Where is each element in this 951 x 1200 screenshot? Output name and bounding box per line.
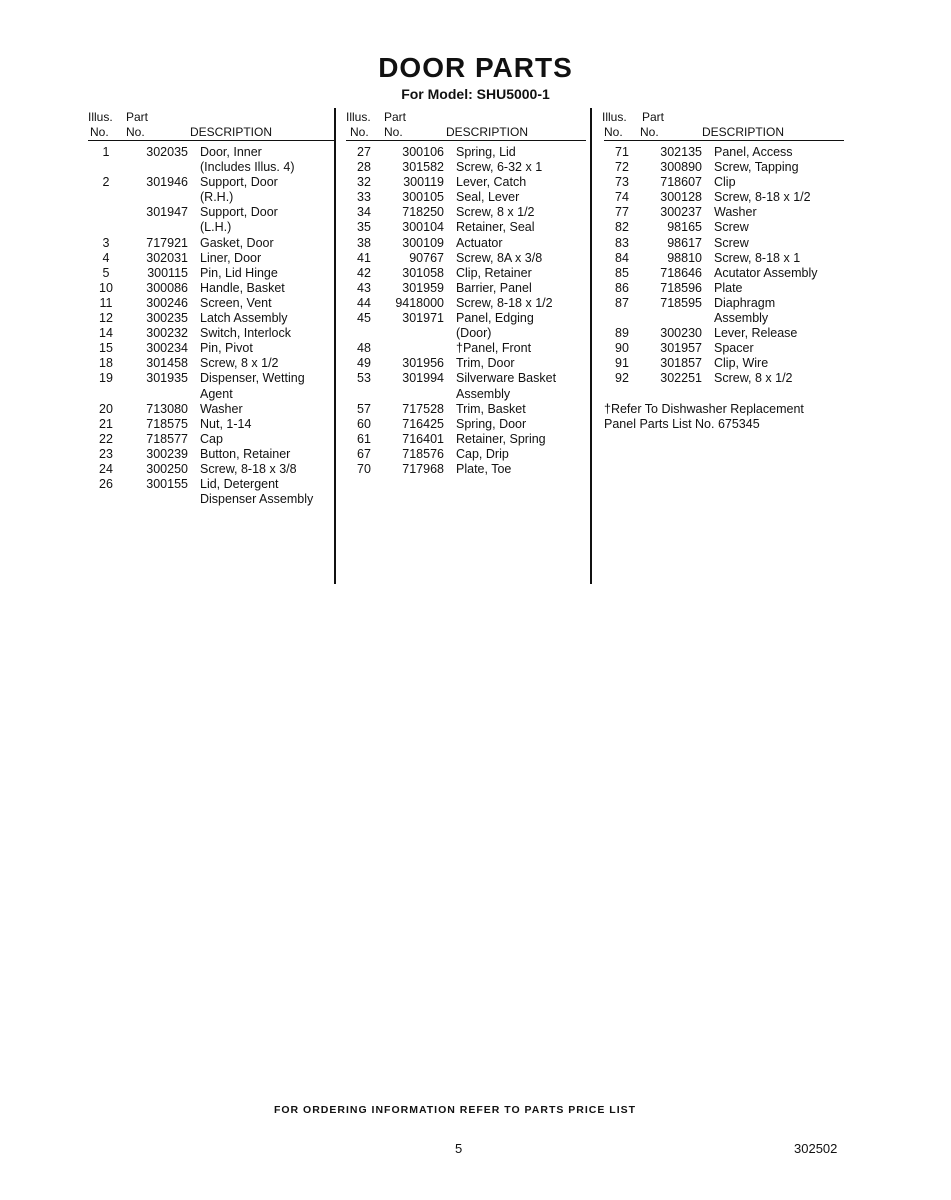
- part-description: Dispenser Assembly: [200, 492, 314, 507]
- part-description: Support, Door: [200, 205, 278, 220]
- part-number: 718575: [146, 416, 188, 431]
- part-description: Clip, Retainer: [456, 265, 532, 280]
- part-description: Liner, Door: [200, 250, 262, 265]
- part-number: 98165: [667, 220, 702, 235]
- part-number: 300105: [402, 190, 444, 205]
- part-description: Retainer, Seal: [456, 220, 535, 235]
- part-row: [88, 356, 334, 371]
- part-description: Spring, Lid: [456, 145, 516, 159]
- illus-number: 89: [615, 326, 629, 341]
- part-number: 9418000: [395, 295, 444, 310]
- part-row: [88, 145, 334, 160]
- part-description: Screw, 6-32 x 1: [456, 160, 543, 175]
- illus-number: 91: [615, 356, 629, 371]
- part-row: [346, 296, 586, 311]
- part-row: [88, 266, 334, 281]
- illus-number: 34: [357, 205, 371, 220]
- illus-number: 22: [99, 431, 113, 446]
- part-row: [604, 311, 844, 326]
- part-description: Screw, 8-18 x 3/8: [200, 461, 297, 476]
- part-number: 718576: [402, 446, 444, 461]
- part-description: (Door): [456, 326, 492, 341]
- part-number: 300155: [146, 477, 188, 492]
- part-description: Washer: [200, 401, 243, 416]
- header-part-no: No.: [384, 125, 403, 139]
- part-row: [346, 145, 586, 160]
- illus-number: 33: [357, 190, 371, 205]
- part-description: Lid, Detergent: [200, 477, 279, 492]
- part-row: [346, 311, 586, 326]
- illus-number: [88, 220, 124, 235]
- illus-number: 61: [357, 431, 371, 446]
- illus-number: 82: [615, 220, 629, 235]
- header-description: DESCRIPTION: [446, 125, 529, 139]
- illus-number: 21: [99, 416, 113, 431]
- header-rule: [604, 140, 844, 141]
- illus-number: 12: [99, 311, 113, 326]
- header-part: Part: [126, 110, 149, 124]
- part-number: 717528: [402, 401, 444, 416]
- illus-number: 15: [99, 341, 113, 356]
- part-description: Clip, Wire: [714, 356, 769, 371]
- part-row: [88, 477, 334, 492]
- part-number: 301957: [660, 341, 702, 356]
- illus-number: 18: [99, 356, 113, 371]
- part-number: 300230: [660, 326, 702, 341]
- column-header: [346, 108, 586, 140]
- part-row: [604, 236, 844, 251]
- ordering-info: FOR ORDERING INFORMATION REFER TO PARTS PRICE LIST: [273, 1104, 637, 1116]
- illus-number: 83: [615, 235, 629, 250]
- illus-number: 27: [357, 145, 371, 159]
- part-description: Switch, Interlock: [200, 326, 292, 341]
- part-description: Retainer, Spring: [456, 431, 546, 446]
- illus-number: 70: [357, 461, 371, 476]
- part-number: 301971: [402, 311, 444, 326]
- part-number: 718577: [146, 431, 188, 446]
- part-number: 300232: [146, 326, 188, 341]
- part-description: Diaphragm: [714, 295, 776, 310]
- part-number: 301956: [402, 356, 444, 371]
- illus-number: 41: [357, 250, 371, 265]
- illus-number: 53: [357, 371, 371, 386]
- part-number: 302035: [146, 145, 188, 159]
- illus-number: 71: [615, 145, 629, 159]
- header-illus: Illus.: [88, 110, 113, 124]
- illus-number: 2: [102, 175, 110, 190]
- part-number: 300250: [146, 461, 188, 476]
- part-description: Trim, Door: [456, 356, 515, 371]
- illus-number: 3: [102, 235, 110, 250]
- part-description: Screw, Tapping: [714, 160, 799, 175]
- part-description: Pin, Pivot: [200, 341, 253, 356]
- note-line: †Refer To Dishwasher Replacement: [604, 401, 804, 416]
- header-description: DESCRIPTION: [190, 125, 273, 139]
- part-row: [604, 251, 844, 266]
- illus-number: 92: [615, 371, 629, 386]
- part-description: (Includes Illus. 4): [200, 160, 295, 175]
- illus-number: [604, 311, 640, 326]
- header-illus: Illus.: [602, 110, 627, 124]
- header-rule: [88, 140, 334, 141]
- part-row: [346, 417, 586, 432]
- part-number: 300237: [660, 205, 702, 220]
- part-description: Clip: [714, 175, 736, 190]
- illus-number: 48: [357, 341, 371, 356]
- part-number: 300104: [402, 220, 444, 235]
- part-row: [346, 190, 586, 205]
- part-description: Screw, 8-18 x 1: [714, 250, 801, 265]
- part-row: [88, 175, 334, 190]
- illus-number: 45: [357, 311, 371, 326]
- part-number: 302135: [660, 145, 702, 159]
- part-row: [88, 251, 334, 266]
- part-description: Trim, Basket: [456, 401, 526, 416]
- part-row: [604, 266, 844, 281]
- part-number: 718596: [660, 280, 702, 295]
- part-row: [346, 281, 586, 296]
- part-number: 717968: [402, 461, 444, 476]
- part-number: 301947: [146, 205, 188, 220]
- part-row: [88, 462, 334, 477]
- illus-number: 26: [99, 477, 113, 492]
- illus-number: 11: [99, 295, 113, 310]
- parts-list: [346, 145, 586, 477]
- part-description: Screw: [714, 220, 749, 235]
- part-description: Support, Door: [200, 175, 278, 190]
- part-number: 90767: [409, 250, 444, 265]
- part-description: Latch Assembly: [200, 311, 288, 326]
- part-number: 300119: [403, 175, 444, 190]
- illus-number: [88, 160, 124, 175]
- illus-number: 32: [357, 175, 371, 190]
- part-description: (L.H.): [200, 220, 232, 235]
- header-description: DESCRIPTION: [702, 125, 785, 139]
- illus-number: 5: [102, 265, 110, 280]
- part-row: [346, 432, 586, 447]
- part-row: [88, 205, 334, 220]
- replacement-note: [604, 402, 844, 432]
- part-number: 301058: [402, 265, 444, 280]
- part-row: [604, 160, 844, 175]
- part-row: [88, 236, 334, 251]
- header-part-no: No.: [640, 125, 659, 139]
- part-description: Lever, Release: [714, 326, 798, 341]
- part-description: Button, Retainer: [200, 446, 291, 461]
- illus-number: 87: [615, 295, 629, 310]
- part-number: 718607: [660, 175, 702, 190]
- part-description: Cap: [200, 431, 223, 446]
- part-row: [88, 432, 334, 447]
- part-row: [88, 190, 334, 205]
- part-number: 300115: [147, 265, 188, 280]
- part-description: Screw, 8-18 x 1/2: [714, 190, 811, 205]
- part-row: [604, 205, 844, 220]
- parts-column-1: [88, 108, 334, 507]
- illus-number: 38: [357, 235, 371, 250]
- illus-number: 10: [99, 280, 113, 295]
- part-number: 300234: [146, 341, 188, 356]
- header-illus-no: No.: [350, 125, 369, 139]
- illus-number: [88, 205, 124, 220]
- part-row: [604, 281, 844, 296]
- part-row: [346, 266, 586, 281]
- part-description: Barrier, Panel: [456, 280, 532, 295]
- part-description: †Panel, Front: [456, 341, 532, 356]
- illus-number: [346, 387, 382, 402]
- part-description: Nut, 1-14: [200, 416, 252, 431]
- part-row: [88, 447, 334, 462]
- part-number: 98617: [667, 235, 702, 250]
- illus-number: 67: [357, 446, 371, 461]
- part-row: [346, 402, 586, 417]
- illus-number: [346, 326, 382, 341]
- part-row: [346, 236, 586, 251]
- part-row: [346, 220, 586, 235]
- part-description: Assembly: [714, 311, 769, 326]
- illus-number: [88, 387, 124, 402]
- part-number: [382, 341, 456, 356]
- part-number: [382, 387, 456, 402]
- part-row: [346, 462, 586, 477]
- part-number: 300890: [660, 160, 702, 175]
- column-divider: [590, 108, 592, 584]
- part-row: [346, 356, 586, 371]
- part-row: [346, 160, 586, 175]
- part-row: [88, 371, 334, 386]
- illus-number: [88, 190, 124, 205]
- model-subtitle: For Model: SHU5000-1: [401, 86, 550, 102]
- part-number: 300239: [146, 446, 188, 461]
- part-number: 301857: [660, 356, 702, 371]
- part-row: [88, 417, 334, 432]
- part-row: [88, 281, 334, 296]
- part-number: 718595: [660, 295, 702, 310]
- part-number: 301994: [402, 371, 444, 386]
- illus-number: 14: [99, 326, 113, 341]
- part-number: 300246: [146, 295, 188, 310]
- part-description: Cap, Drip: [456, 446, 509, 461]
- illus-number: 28: [357, 160, 371, 175]
- header-illus: Illus.: [346, 110, 371, 124]
- header-illus-no: No.: [604, 125, 623, 139]
- part-row: [604, 190, 844, 205]
- part-row: [346, 387, 586, 402]
- part-description: Assembly: [456, 386, 511, 401]
- illus-number: 23: [99, 446, 113, 461]
- note-line: Panel Parts List No. 675345: [604, 416, 760, 431]
- part-number: 301458: [146, 356, 188, 371]
- part-row: [604, 145, 844, 160]
- header-part: Part: [642, 110, 665, 124]
- part-number: 301946: [146, 175, 188, 190]
- part-description: Plate: [714, 280, 743, 295]
- part-number: 301959: [402, 280, 444, 295]
- column-header: [88, 108, 334, 140]
- part-number: 300235: [146, 311, 188, 326]
- header-rule: [346, 140, 586, 141]
- part-row: [604, 175, 844, 190]
- part-number: [124, 220, 200, 235]
- part-description: Silverware Basket: [456, 371, 557, 386]
- part-row: [346, 326, 586, 341]
- part-number: 300128: [660, 190, 702, 205]
- part-row: [88, 387, 334, 402]
- part-number: 302031: [146, 250, 188, 265]
- part-number: 717921: [146, 235, 188, 250]
- part-description: Screen, Vent: [200, 295, 272, 310]
- part-row: [88, 326, 334, 341]
- column-header: [604, 108, 844, 140]
- part-description: Screw, 8 x 1/2: [456, 205, 535, 220]
- part-row: [604, 356, 844, 371]
- page-number: 5: [455, 1141, 463, 1156]
- part-row: [346, 447, 586, 462]
- part-number: 300086: [146, 280, 188, 295]
- part-description: Panel, Access: [714, 145, 793, 159]
- part-description: Actuator: [456, 235, 503, 250]
- part-description: Agent: [200, 386, 233, 401]
- illus-number: 4: [102, 250, 110, 265]
- part-description: Spacer: [714, 341, 754, 356]
- part-row: [88, 160, 334, 175]
- document-number: 302502: [794, 1141, 838, 1156]
- part-number: 716401: [402, 431, 444, 446]
- part-number: [124, 387, 200, 402]
- part-description: Acutator Assembly: [714, 265, 818, 280]
- illus-number: 57: [357, 401, 371, 416]
- part-description: Gasket, Door: [200, 235, 274, 250]
- part-row: [346, 371, 586, 386]
- illus-number: 44: [357, 295, 371, 310]
- illus-number: 42: [357, 265, 371, 280]
- part-description: Screw, 8 x 1/2: [714, 371, 793, 386]
- part-row: [88, 220, 334, 235]
- parts-column-2: [346, 108, 586, 477]
- column-divider: [334, 108, 336, 584]
- part-number: [124, 160, 200, 175]
- part-row: [604, 371, 844, 386]
- part-number: 301935: [146, 371, 188, 386]
- illus-number: 49: [357, 356, 371, 371]
- illus-number: 74: [615, 190, 629, 205]
- parts-column-3: [604, 108, 844, 432]
- part-number: [124, 190, 200, 205]
- header-illus-no: No.: [90, 125, 109, 139]
- part-row: [604, 326, 844, 341]
- part-description: Screw, 8A x 3/8: [456, 250, 543, 265]
- part-row: [88, 311, 334, 326]
- part-description: Dispenser, Wetting: [200, 371, 305, 386]
- part-number: 300109: [402, 235, 444, 250]
- illus-number: 19: [99, 371, 113, 386]
- parts-list: [88, 145, 334, 507]
- illus-number: 86: [615, 280, 629, 295]
- part-number: 98810: [667, 250, 702, 265]
- illus-number: 73: [615, 175, 629, 190]
- part-description: Screw, 8 x 1/2: [200, 356, 279, 371]
- part-description: Door, Inner: [200, 145, 262, 159]
- illus-number: 43: [357, 280, 371, 295]
- illus-number: 77: [615, 205, 629, 220]
- part-number: [640, 311, 714, 326]
- illus-number: 1: [102, 145, 110, 159]
- part-description: Spring, Door: [456, 416, 527, 431]
- page-title: DOOR PARTS: [378, 52, 573, 83]
- part-number: [124, 492, 200, 507]
- illus-number: 24: [99, 461, 113, 476]
- illus-number: 60: [357, 416, 371, 431]
- part-row: [604, 341, 844, 356]
- part-number: 300106: [402, 145, 444, 159]
- part-row: [88, 492, 334, 507]
- illus-number: 20: [99, 401, 113, 416]
- illus-number: [88, 492, 124, 507]
- header-part: Part: [384, 110, 407, 124]
- part-row: [604, 220, 844, 235]
- part-number: 302251: [660, 371, 702, 386]
- part-description: Handle, Basket: [200, 280, 285, 295]
- part-description: Seal, Lever: [456, 190, 520, 205]
- part-description: Plate, Toe: [456, 461, 512, 476]
- part-row: [88, 341, 334, 356]
- illus-number: 35: [357, 220, 371, 235]
- part-row: [346, 251, 586, 266]
- part-description: Screw, 8-18 x 1/2: [456, 295, 553, 310]
- parts-list: [604, 145, 844, 387]
- part-description: Screw: [714, 235, 749, 250]
- part-number: 716425: [402, 416, 444, 431]
- part-row: [604, 296, 844, 311]
- part-number: 718646: [660, 265, 702, 280]
- part-row: [346, 341, 586, 356]
- part-row: [88, 402, 334, 417]
- part-number: [382, 326, 456, 341]
- part-description: Panel, Edging: [456, 311, 534, 326]
- part-row: [346, 205, 586, 220]
- header-part-no: No.: [126, 125, 145, 139]
- part-description: (R.H.): [200, 190, 234, 205]
- illus-number: 72: [615, 160, 629, 175]
- illus-number: 90: [615, 341, 629, 356]
- part-row: [346, 175, 586, 190]
- part-description: Washer: [714, 205, 757, 220]
- part-description: Pin, Lid Hinge: [200, 265, 278, 280]
- part-description: Lever, Catch: [456, 175, 527, 190]
- part-number: 301582: [402, 160, 444, 175]
- illus-number: 85: [615, 265, 629, 280]
- illus-number: 84: [615, 250, 629, 265]
- part-number: 713080: [146, 401, 188, 416]
- part-number: 718250: [402, 205, 444, 220]
- part-row: [88, 296, 334, 311]
